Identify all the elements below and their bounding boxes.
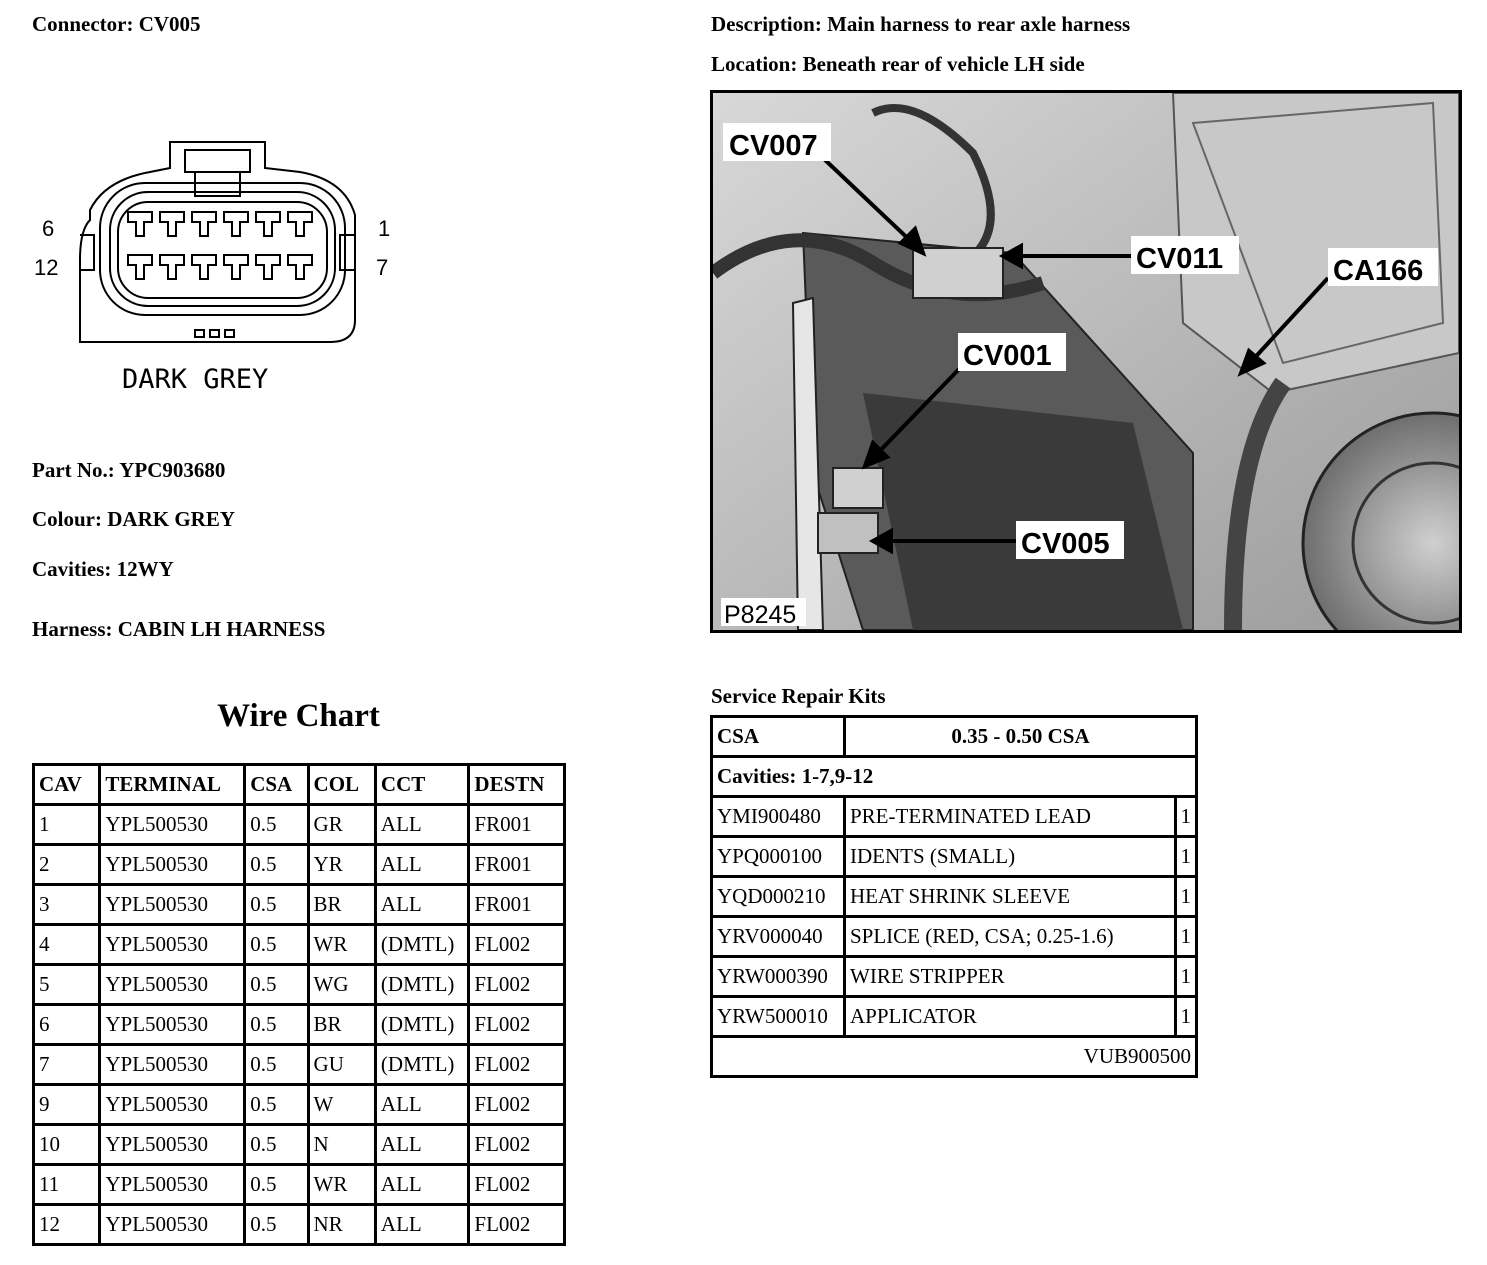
callout-cv005: CV005 [1021,528,1110,560]
list-item [713,918,1195,955]
kit-quantity: 1 [1177,838,1196,875]
cell-col: W [310,1086,374,1123]
cell-terminal: YPL500530 [101,846,243,883]
cell-terminal: YPL500530 [101,1046,243,1083]
cell-csa: 0.5 [246,1046,306,1083]
repair-kits-title: Service Repair Kits [711,684,886,708]
cell-csa: 0.5 [246,1126,306,1163]
cavity [160,212,184,236]
kit-cavities: Cavities: 1-7,9-12 [713,758,1195,795]
cell-destn: FL002 [470,1126,563,1163]
table-row [35,806,563,843]
list-item [713,878,1195,915]
cavities: Cavities: 12WY [32,557,174,581]
connector-face-diagram [30,120,430,410]
kit-cavities-row [713,758,1195,795]
cell-destn: FL002 [470,926,563,963]
cavity [160,255,184,279]
cell-cav: 7 [35,1046,98,1083]
kit-number: VUB900500 [713,1038,1195,1075]
cell-cav: 10 [35,1126,98,1163]
cell-terminal: YPL500530 [101,1166,243,1203]
cell-terminal: YPL500530 [101,966,243,1003]
list-item [713,838,1195,875]
cell-cav: 3 [35,886,98,923]
table-row [35,886,563,923]
kit-part-number: YRV000040 [713,918,843,955]
cavity [256,212,280,236]
kit-item-description: HEAT SHRINK SLEEVE [846,878,1174,915]
pin-label-6: 6 [42,216,55,241]
cell-terminal: YPL500530 [101,1006,243,1043]
list-item [713,958,1195,995]
cell-csa: 0.5 [246,1086,306,1123]
pin-label-7: 7 [376,255,389,280]
cell-csa: 0.5 [246,1166,306,1203]
cell-cav: 11 [35,1166,98,1203]
harness: Harness: CABIN LH HARNESS [32,617,326,641]
cavity [224,255,248,279]
cell-cav: 6 [35,1006,98,1043]
cell-csa: 0.5 [246,886,306,923]
col-header-destn: DESTN [470,766,563,803]
cell-cct: ALL [377,1166,468,1203]
wire-chart-title: Wire Chart [217,698,380,734]
cell-terminal: YPL500530 [101,1126,243,1163]
table-row [35,1166,563,1203]
colour: Colour: DARK GREY [32,507,235,531]
kit-item-description: APPLICATOR [846,998,1174,1035]
wire-chart-table [32,763,566,1246]
cell-cct: ALL [377,1206,468,1243]
repair-kits-table [710,715,1198,1078]
callout-cv011: CV011 [1136,243,1224,275]
table-row [35,1206,563,1243]
cell-col: WG [310,966,374,1003]
cell-cct: ALL [377,806,468,843]
cell-cct: ALL [377,1126,468,1163]
wire-chart-header-row [35,766,563,803]
kit-item-description: PRE-TERMINATED LEAD [846,798,1174,835]
table-row [35,1006,563,1043]
table-row [35,1126,563,1163]
cell-terminal: YPL500530 [101,1206,243,1243]
cell-cav: 9 [35,1086,98,1123]
cell-cct: (DMTL) [377,1046,468,1083]
cavity [192,255,216,279]
list-item [713,798,1195,835]
kit-quantity: 1 [1177,958,1196,995]
cell-csa: 0.5 [246,846,306,883]
cell-cct: (DMTL) [377,1006,468,1043]
cell-destn: FL002 [470,1166,563,1203]
cavity-grid [128,212,312,279]
kit-part-number: YMI900480 [713,798,843,835]
location-photo [710,90,1462,633]
cell-csa: 0.5 [246,966,306,1003]
cavity [192,212,216,236]
kit-item-description: SPLICE (RED, CSA; 0.25-1.6) [846,918,1174,955]
cell-terminal: YPL500530 [101,886,243,923]
cell-col: NR [310,1206,374,1243]
col-header-terminal: TERMINAL [101,766,243,803]
cell-terminal: YPL500530 [101,806,243,843]
col-header-csa: CSA [246,766,306,803]
cell-destn: FL002 [470,1086,563,1123]
callout-cv007: CV007 [729,130,818,162]
cell-csa: 0.5 [246,806,306,843]
description: Description: Main harness to rear axle harness [711,12,1131,36]
csa-label: CSA [713,718,843,755]
callout-cv001: CV001 [963,340,1052,372]
cell-col: BR [310,1006,374,1043]
cell-col: N [310,1126,374,1163]
cavity [224,212,248,236]
pin-label-12: 12 [34,255,59,280]
cell-csa: 0.5 [246,1006,306,1043]
kit-part-number: YPQ000100 [713,838,843,875]
cell-destn: FL002 [470,1006,563,1043]
cell-cct: (DMTL) [377,926,468,963]
cell-destn: FR001 [470,886,563,923]
cell-cct: (DMTL) [377,966,468,1003]
kit-quantity: 1 [1177,878,1196,915]
part-number: Part No.: YPC903680 [32,458,226,482]
cell-col: GU [310,1046,374,1083]
cell-destn: FR001 [470,846,563,883]
cell-cav: 2 [35,846,98,883]
table-row [35,966,563,1003]
cell-cct: ALL [377,1086,468,1123]
cell-destn: FL002 [470,966,563,1003]
cell-col: GR [310,806,374,843]
cell-col: BR [310,886,374,923]
callout-ca166: CA166 [1333,255,1424,287]
cavity [288,212,312,236]
kit-item-description: WIRE STRIPPER [846,958,1174,995]
connector-id: Connector: CV005 [32,12,201,36]
kit-item-description: IDENTS (SMALL) [846,838,1174,875]
cell-terminal: YPL500530 [101,1086,243,1123]
list-item [713,998,1195,1035]
cell-cav: 1 [35,806,98,843]
cell-csa: 0.5 [246,1206,306,1243]
cell-destn: FL002 [470,1046,563,1083]
kit-number-row [713,1038,1195,1075]
cell-col: YR [310,846,374,883]
cell-destn: FL002 [470,1206,563,1243]
kit-part-number: YRW500010 [713,998,843,1035]
pin-label-1: 1 [378,216,391,241]
cell-col: WR [310,926,374,963]
table-row [35,846,563,883]
cell-col: WR [310,1166,374,1203]
location: Location: Beneath rear of vehicle LH side [711,52,1085,76]
col-header-cct: CCT [377,766,468,803]
cell-terminal: YPL500530 [101,926,243,963]
table-row [35,1086,563,1123]
cavity [128,255,152,279]
cavity [256,255,280,279]
cell-csa: 0.5 [246,926,306,963]
table-row [35,926,563,963]
csa-value: 0.35 - 0.50 CSA [846,718,1195,755]
cavity [128,212,152,236]
col-header-col: COL [310,766,374,803]
cell-cav: 12 [35,1206,98,1243]
cell-cav: 4 [35,926,98,963]
kit-quantity: 1 [1177,798,1196,835]
photo-reference: P8245 [724,601,797,629]
kit-part-number: YQD000210 [713,878,843,915]
connector-colour-label: DARK GREY [122,364,269,395]
table-row [35,1046,563,1083]
cavity [288,255,312,279]
kit-quantity: 1 [1177,998,1196,1035]
kit-part-number: YRW000390 [713,958,843,995]
kit-quantity: 1 [1177,918,1196,955]
cell-cav: 5 [35,966,98,1003]
cell-cct: ALL [377,886,468,923]
cell-destn: FR001 [470,806,563,843]
csa-row [713,718,1195,755]
col-header-cav: CAV [35,766,98,803]
cell-cct: ALL [377,846,468,883]
